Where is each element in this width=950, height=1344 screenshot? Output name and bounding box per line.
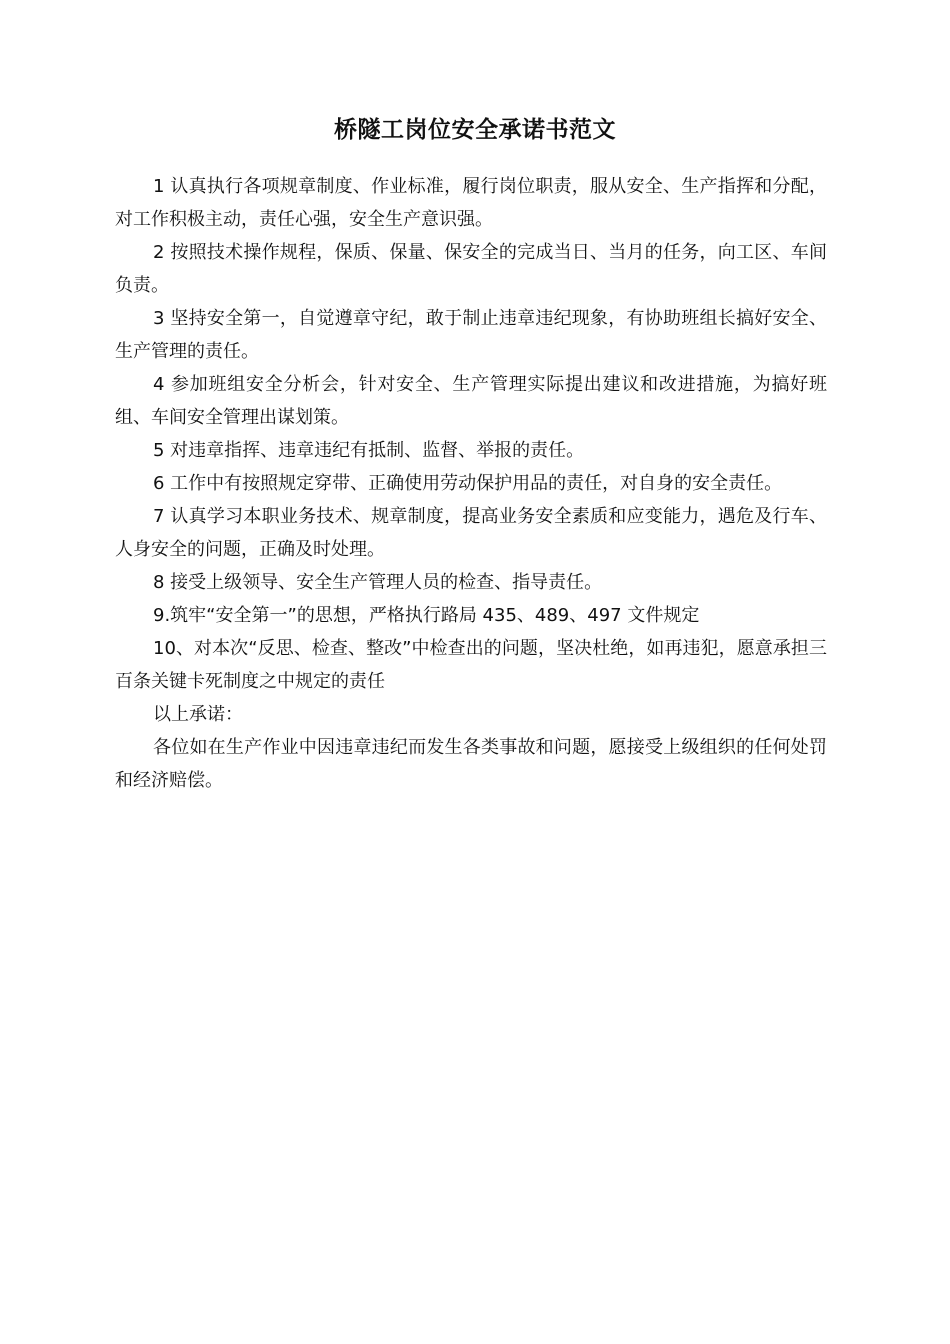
pledge-statement: 各位如在生产作业中因违章违纪而发生各类事故和问题，愿接受上级组织的任何处罚和经济赔偿。 [115,737,827,791]
pledge-heading: 以上承诺： [153,704,243,725]
paragraph-8: 8 接受上级领导、安全生产管理人员的检查、指导责任。 [153,572,603,593]
paragraph-2: 2 按照技术操作规程，保质、保量、保安全的完成当日、当月的任务，向工区、车间负责。 [115,242,827,296]
paragraph-1: 1 认真执行各项规章制度、作业标准，履行岗位职责，服从安全、生产指挥和分配，对工作积极主动，责任心强，安全生产意识强。 [115,176,827,230]
paragraph-5: 5 对违章指挥、违章违纪有抵制、监督、举报的责任。 [153,440,585,461]
paragraph-9: 9.筑牢“安全第一”的思想，严格执行路局 435、489、497 文件规定 [153,605,700,626]
document-body [115,170,827,797]
paragraph-10: 10、对本次“反思、检查、整改”中检查出的问题，坚决杜绝，如再违犯，愿意承担三百条关键卡死制度之中规定的责任 [115,638,827,692]
paragraph-3: 3 坚持安全第一，自觉遵章守纪，敢于制止违章违纪现象，有协助班组长搞好安全、生产管理的责任。 [115,308,827,362]
document-title: 桥隧工岗位安全承诺书范文 [334,117,616,143]
paragraph-4: 4 参加班组安全分析会，针对安全、生产管理实际提出建议和改进措施，为搞好班组、车间安全管理出谋划策。 [115,374,827,428]
paragraph-6: 6 工作中有按照规定穿带、正确使用劳动保护用品的责任，对自身的安全责任。 [153,473,783,494]
paragraph-7: 7 认真学习本职业务技术、规章制度，提高业务安全素质和应变能力，遇危及行车、人身安全的问题，正确及时处理。 [115,506,827,560]
